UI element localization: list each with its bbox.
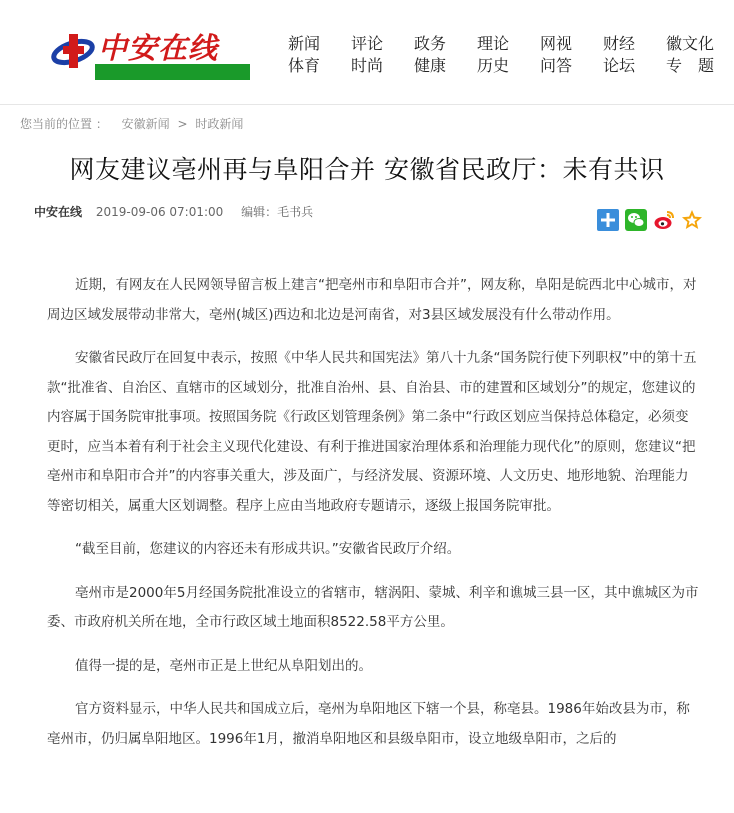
logo-text: 中安在线 <box>98 31 219 65</box>
article-paragraph: 近期，有网友在人民网领导留言板上建言“把亳州市和阜阳市合并”，网友称，阜阳是皖西北中心城市，对周边区域发展带动非常大，亳州(城区)西边和北边是河南省，对3县区域发展没有什么带动作用。 <box>47 277 697 323</box>
site-header <box>0 0 734 105</box>
weibo-icon[interactable] <box>653 209 675 231</box>
nav-item-sports[interactable]: 体育 <box>288 56 321 75</box>
wechat-icon[interactable] <box>625 209 647 231</box>
nav-column-5 <box>540 33 600 77</box>
nav-item-government[interactable]: 政务 <box>414 34 447 53</box>
nav-column-7 <box>666 33 726 77</box>
breadcrumb-link-politics-news[interactable]: 时政新闻 <box>195 117 244 131</box>
nav-item-finance[interactable]: 财经 <box>603 34 636 53</box>
breadcrumb <box>20 115 243 132</box>
article-date: 2019-09-06 07:01:00 <box>95 205 224 219</box>
nav-column-6 <box>603 33 663 77</box>
nav-item-topics[interactable]: 专 题 <box>666 56 715 75</box>
nav-item-fashion[interactable]: 时尚 <box>351 56 384 75</box>
nav-item-video[interactable]: 网视 <box>540 34 573 53</box>
nav-item-theory[interactable]: 理论 <box>477 34 510 53</box>
nav-item-comment[interactable]: 评论 <box>351 34 384 53</box>
article-paragraph: 官方资料显示，中华人民共和国成立后，亳州为阜阳地区下辖一个县，称亳县。1986年始改县为市，称亳州市，仍归属阜阳地区。1996年1月，撤消阜阳地区和县级阜阳市，设立地级阜阳市，之后的 <box>47 701 690 747</box>
nav-item-history[interactable]: 历史 <box>477 56 510 75</box>
article-body <box>47 271 699 768</box>
nav-item-news[interactable]: 新闻 <box>288 34 321 53</box>
breadcrumb-separator: > <box>177 117 188 131</box>
nav-column-4 <box>477 33 537 77</box>
plus-share-icon[interactable] <box>597 209 619 231</box>
breadcrumb-link-anhui-news[interactable]: 安徽新闻 <box>121 117 170 131</box>
breadcrumb-prefix: 您当前的位置 ： <box>20 117 108 131</box>
article-paragraph: 安徽省民政厅在回复中表示，按照《中华人民共和国宪法》第八十九条“国务院行使下列职权”中的第十五款“批准省、自治区、直辖市的区域划分，批准自治州、县、自治县、市的建置和区域划分”的规定，您建议的内容属于国务院审批事项。按照国务院《行政区划管理条例》第二条中“行政区划应当保持总体稳定，必须变更时，应当本着有利于社会主义现代化建设、有利于推进国家治理体系和治理能力现代化”的原则，您建议“把亳州市和阜阳市合并”的内容事关重大，涉及面广，与经济发展、资源环境、人文历史、地形地貌、治理能力等密切相关，属重大区划调整。程序上应由当地政府专题请示，逐级上报国务院审批。 <box>47 350 697 514</box>
nav-column-3 <box>414 33 474 77</box>
nav-item-health[interactable]: 健康 <box>414 56 447 75</box>
site-logo[interactable] <box>50 26 250 82</box>
logo-emblem-icon <box>50 30 96 72</box>
article-paragraph: “截至目前，您建议的内容还未有形成共识。”安徽省民政厅介绍。 <box>75 541 461 557</box>
article-paragraph: 亳州市是2000年5月经国务院批准设立的省辖市，辖涡阳、蒙城、利辛和谯城三县一区，其中谯城区为市委、市政府机关所在地，全市行政区域土地面积8522.58平方公里。 <box>47 584 699 630</box>
article-editor: 编辑：毛书兵 <box>241 205 314 219</box>
article-source: 中安在线 <box>34 205 83 219</box>
share-bar <box>597 209 703 231</box>
nav-column-1 <box>288 33 348 77</box>
article-paragraph: 值得一提的是，亳州市正是上世纪从阜阳划出的。 <box>75 657 372 674</box>
nav-column-2 <box>351 33 411 77</box>
nav-item-forum[interactable]: 论坛 <box>603 56 636 75</box>
nav-item-qa[interactable]: 问答 <box>540 56 573 75</box>
main-nav <box>288 33 728 79</box>
article-meta <box>34 203 313 220</box>
article-title: 网友建议亳州再与阜阳合并 安徽省民政厅：未有共识 <box>69 155 665 184</box>
star-icon[interactable] <box>681 209 703 231</box>
nav-item-anhui-culture[interactable]: 徽文化 <box>666 34 715 53</box>
